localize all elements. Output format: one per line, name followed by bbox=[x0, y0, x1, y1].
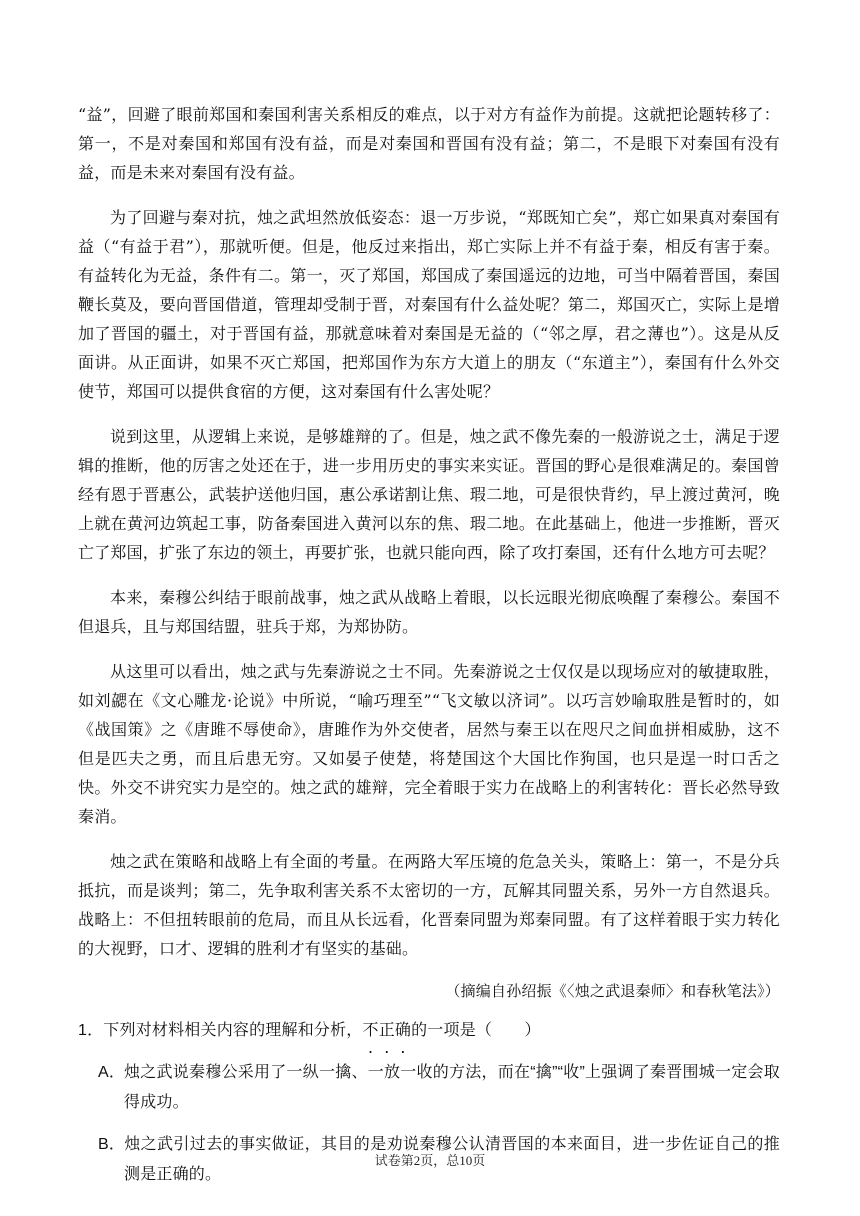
passage-paragraph-4: 本来，秦穆公纠结于眼前战事，烛之武从战略上着眼，以长远眼光彻底唤醒了秦穆公。秦国不但退兵，且与郑国结盟，驻兵于郑，为郑协防。 bbox=[78, 588, 780, 636]
emphasis-char: 正 bbox=[378, 1022, 395, 1039]
emphasis-char: 不 bbox=[362, 1022, 379, 1039]
passage-paragraph-3: 说到这里，从逻辑上来说，是够雄辩的了。但是，烛之武不像先秦的一般游说之士，满足于逻辑的推断，他的厉害之处还在于，进一步用历史的事实来实证。晋国的野心是很难满足的。秦国曾经有恩于晋惠公，武装护送他归国，惠公承诺割让焦、瑕二地，可是很快背约，早上渡过黄河，晚上就在黄河边筑起工事，防备秦国进入黄河以东的焦、瑕二地。在此基础上，他进一步推断，晋灭亡了郑国，扩张了东边的领土，再要扩张，也就只能向西，除了攻打秦国，还有什么地方可去呢？ bbox=[78, 427, 780, 562]
option-text: 烛之武说秦穆公采用了一纵一擒、一放一收的方法，而在“擒”“收”上强调了秦晋围城一定会取得成功。 bbox=[124, 1064, 780, 1111]
question-suffix: 的一项是（ ） bbox=[411, 1022, 541, 1039]
option-letter: A． bbox=[98, 1064, 126, 1081]
emphasis-char: 确 bbox=[394, 1022, 412, 1039]
passage-paragraph-1: “益”，回避了眼前郑国和秦国利害关系相反的难点，以于对方有益作为前提。这就把论题转移了：第一，不是对秦国和郑国有没有益，而是对秦国和晋国有没有益；第二，不是眼下对秦国有没有益，而是未来对秦国有没有益。 bbox=[78, 105, 780, 182]
question-1-stem bbox=[78, 1016, 780, 1046]
reading-passage bbox=[78, 100, 780, 1202]
question-prefix: 1．下列对材料相关内容的理解和分析， bbox=[78, 1022, 363, 1039]
option-a[interactable] bbox=[78, 1058, 780, 1118]
passage-paragraph-5: 从这里可以看出，烛之武与先秦游说之士不同。先秦游说之士仅仅是以现场应对的敏捷取胜，如刘勰在《文心雕龙·论说》中所说，“喻巧理至”“飞文敏以济词”。以巧言妙喻取胜是暂时的，如《战国策》之《唐雎不辱使命》，唐雎作为外交使者，居然与秦王以在咫尺之间血拼相威胁，这不但是匹夫之勇，而且后患无穷。又如晏子使楚，将楚国这个大国比作狗国，也只是逞一时口舌之快。外交不讲究实力是空的。烛之武的雄辩，完全着眼于实力在战略上的利害转化：晋长必然导致秦消。 bbox=[78, 662, 780, 826]
passage-paragraph-6: 烛之武在策略和战略上有全面的考量。在两路大军压境的危急关头，策略上：第一，不是分兵抵抗，而是谈判；第二，先争取利害关系不太密切的一方，瓦解其同盟关系，另外一方自然退兵。战略上：不但扭转眼前的危局，而且从长远看，化晋秦同盟为郑秦同盟。有了这样着眼于实力转化的大视野，口才、逻辑的胜利才有坚实的基础。 bbox=[78, 852, 780, 958]
page-footer: 试卷第2页，总10页 bbox=[374, 1153, 486, 1168]
option-letter: B． bbox=[98, 1136, 126, 1153]
passage-paragraph-2: 为了回避与秦对抗，烛之武坦然放低姿态：退一万步说，“郑既知亡矣”，郑亡如果真对秦国有益（“有益于君”），那就听便。但是，他反过来指出，郑亡实际上并不有益于秦，相反有害于秦。有益转化为无益，条件有二。第一，灭了郑国，郑国成了秦国遥远的边地，可当中隔着晋国，秦国鞭长莫及，要向晋国借道，管理却受制于晋，对秦国有什么益处呢？第二，郑国灭亡，实际上是增加了晋国的疆土，对于晋国有益，那就意味着对秦国是无益的（“邻之厚，君之薄也”）。这是从反面讲。从正面讲，如果不灭亡郑国，把郑国作为东方大道上的朋友（“东道主”），秦国有什么外交使节，郑国可以提供食宿的方便，这对秦国有什么害处呢？ bbox=[78, 208, 780, 401]
passage-source: （摘编自孙绍振《〈烛之武退秦师〉和春秋笔法》） bbox=[445, 982, 780, 1000]
option-text: 烛之武引过去的事实做证，其目的是劝说秦穆公认清晋国的本来面目，进一步佐证自己的推测是正确的。 bbox=[124, 1136, 780, 1183]
